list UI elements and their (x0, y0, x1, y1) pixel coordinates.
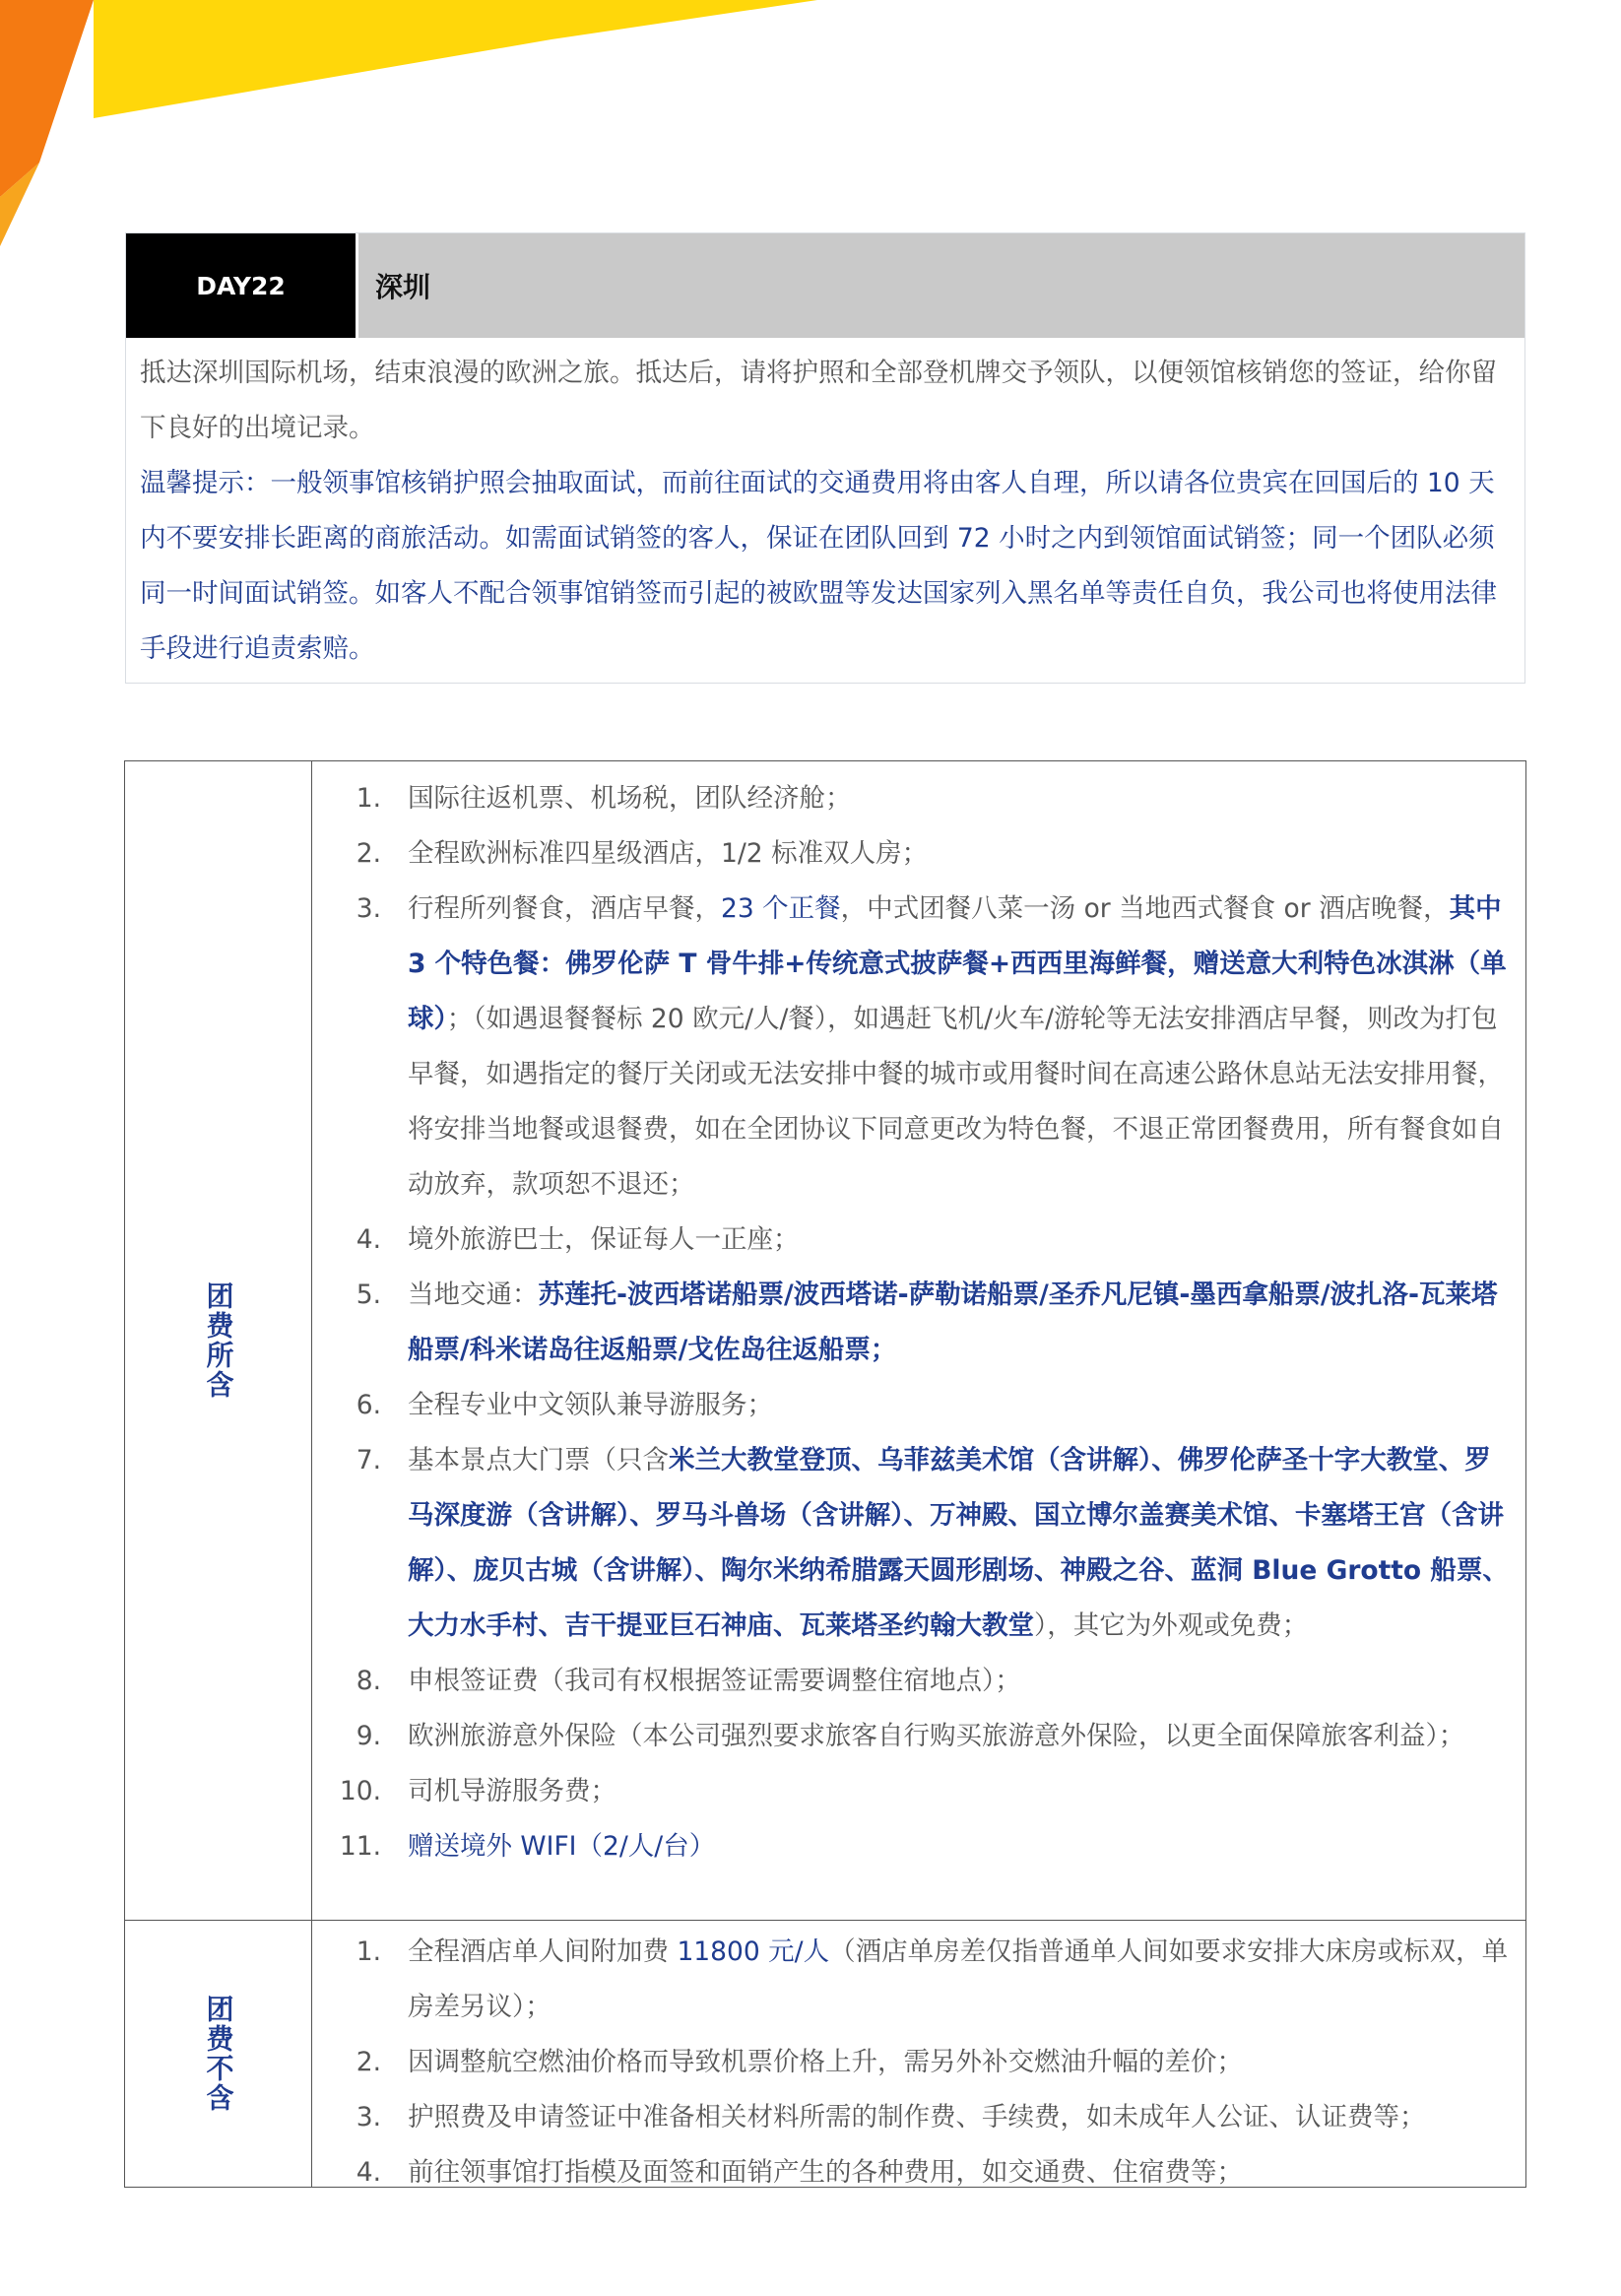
item-number: 10. (339, 1776, 381, 1806)
list-item (312, 1268, 1514, 1378)
day-description: 抵达深圳国际机场，结束浪漫的欧洲之旅。抵达后，请将护照和全部登机牌交予领队，以便领馆核销您的签证，给你留下良好的出境记录。 (140, 358, 1497, 443)
item-text-part: 基本景点大门票（只含 (408, 1445, 669, 1476)
list-item (312, 826, 1514, 882)
included-label-cell (125, 761, 312, 1920)
list-item (312, 2035, 1514, 2090)
list-item (312, 1654, 1514, 1709)
item-text (408, 1925, 1514, 2035)
list-item (312, 882, 1514, 1213)
item-text-part: 其中 3 个特色餐：佛罗伦萨 T 骨牛排+传统意式披萨餐+西西里海鲜餐，赠送意大利特色冰淇淋（单球） (408, 893, 1507, 1034)
item-text (408, 1819, 1514, 1874)
item-number: 2. (356, 838, 381, 869)
yellow-stripe (94, 0, 817, 118)
item-text (408, 1378, 1514, 1433)
day-body (126, 338, 1524, 683)
list-item (312, 771, 1514, 826)
day-label: DAY22 (126, 233, 356, 338)
excluded-row (125, 1920, 1525, 2187)
item-text-part: 境外旅游巴士，保证每人一正座； (408, 1224, 800, 1255)
item-text (408, 1764, 1514, 1819)
corner-decoration (0, 0, 817, 256)
orange-shape (0, 0, 94, 197)
item-number: 8. (356, 1666, 381, 1696)
item-text (408, 1268, 1514, 1378)
day-title: 深圳 (356, 233, 1524, 338)
item-text-part: 11800 元/人 (677, 1936, 830, 1967)
item-text-part: ；（如遇退餐餐标 20 欧元/人/餐），如遇赶飞机/火车/游轮等无法安排酒店早餐，则改为打包早餐，如遇指定的餐厅关闭或无法安排中餐的城市或用餐时间在高速公路休息站无法安排用餐，将安排当地餐或退餐费，如在全团协议下同意更改为特色餐，不退正常团餐费用，所有餐食如自动放弃，款项恕不退还； (408, 1004, 1504, 1200)
item-text (408, 771, 1514, 826)
day-tip: 温馨提示：一般领事馆核销护照会抽取面试，而前往面试的交通费用将由客人自理，所以请各位贵宾在回国后的 10 天内不要安排长距离的商旅活动。如需面试销签的客人，保证在团队回到 72 小时之内到领馆面试销签；同一个团队必须同一时间面试销签。如客人不配合领事馆销签而引起的被欧盟等发达国家列入黑名单等责任自负，我公司也将使用法律手段进行追责索赔。 (140, 468, 1497, 664)
item-text-part: 国际往返机票、机场税，团队经济舱； (408, 783, 852, 814)
item-number: 3. (356, 2102, 381, 2132)
item-text-part: 全程专业中文领队兼导游服务； (408, 1390, 773, 1420)
item-text-part: ），其它为外观或免费； (1034, 1610, 1309, 1641)
item-text-part: （酒店单房差仅指普通单人间如要求安排大床房或标双，单房差另议）； (408, 1936, 1509, 2022)
item-text-part: 申根签证费（我司有权根据签证需要调整住宿地点）； (408, 1666, 1021, 1696)
item-text-part: 米兰大教堂登顶、乌菲兹美术馆（含讲解）、佛罗伦萨圣十字大教堂、罗马深度游（含讲解）、罗马斗兽场（含讲解）、万神殿、国立博尔盖赛美术馆、卡塞塔王宫（含讲解）、庞贝古城（含讲解）、陶尔米纳希腊露天圆形剧场、神殿之谷、蓝洞 Blue Grotto 船票、大力水手村、吉干提亚巨石神庙、瓦莱塔圣约翰大教堂 (408, 1445, 1509, 1641)
item-text-part: 全程欧洲标准四星级酒店，1/2 标准双人房； (408, 838, 929, 869)
item-text (408, 1433, 1514, 1654)
list-item (312, 1433, 1514, 1654)
included-list (312, 761, 1525, 1920)
item-text (408, 2090, 1514, 2145)
item-number: 1. (356, 1936, 381, 1967)
item-number: 1. (356, 783, 381, 814)
item-text (408, 1709, 1514, 1764)
list-item (312, 2090, 1514, 2145)
item-number: 5. (356, 1279, 381, 1310)
list-item (312, 1819, 1514, 1874)
item-number: 2. (356, 2047, 381, 2077)
item-text (408, 1654, 1514, 1709)
excluded-label-cell (125, 1920, 312, 2187)
item-text-part: 行程所列餐食，酒店早餐， (408, 893, 721, 924)
included-row (125, 761, 1525, 1921)
list-item (312, 1213, 1514, 1268)
item-text-part: 护照费及申请签证中准备相关材料所需的制作费、手续费，如未成年人公证、认证费等； (408, 2102, 1426, 2132)
item-text (408, 826, 1514, 882)
item-text-part: 赠送境外 WIFI（2/人/台） (408, 1831, 716, 1862)
item-number: 9. (356, 1721, 381, 1751)
list-item (312, 1925, 1514, 2035)
item-text-part: 前往领事馆打指模及面签和面销产生的各种费用，如交通费、住宿费等； (408, 2157, 1243, 2188)
item-text-part: 司机导游服务费； (408, 1776, 616, 1806)
list-item (312, 2145, 1514, 2200)
item-number: 4. (356, 2157, 381, 2188)
item-number: 4. (356, 1224, 381, 1255)
item-number: 3. (356, 893, 381, 924)
fee-table (124, 760, 1526, 2188)
item-text (408, 2145, 1514, 2200)
item-number: 11. (339, 1831, 381, 1862)
item-text-part: ，中式团餐八菜一汤 or 当地西式餐食 or 酒店晚餐， (840, 893, 1450, 924)
list-item (312, 1378, 1514, 1433)
item-text-part: 苏莲托-波西塔诺船票/波西塔诺-萨勒诺船票/圣乔凡尼镇-墨西拿船票/波扎洛-瓦莱塔船票/科米诺岛往返船票/戈佐岛往返船票； (408, 1279, 1498, 1365)
item-text-part: 因调整航空燃油价格而导致机票价格上升，需另外补交燃油升幅的差价； (408, 2047, 1243, 2077)
item-text-part: 全程酒店单人间附加费 (408, 1936, 678, 1967)
item-text-part: 23 个正餐 (721, 893, 841, 924)
item-text-part: 欧洲旅游意外保险（本公司强烈要求旅客自行购买旅游意外保险，以更全面保障旅客利益）； (408, 1721, 1465, 1751)
item-text-part: 当地交通： (408, 1279, 539, 1310)
excluded-label: 团费不含 (202, 1994, 235, 2113)
excluded-list (312, 1920, 1525, 2187)
list-item (312, 1709, 1514, 1764)
list-item (312, 1764, 1514, 1819)
included-label: 团费所含 (202, 1281, 235, 1400)
item-number: 6. (356, 1390, 381, 1420)
item-text (408, 1213, 1514, 1268)
item-number: 7. (356, 1445, 381, 1476)
item-text (408, 2035, 1514, 2090)
day-header (126, 233, 1524, 338)
item-text (408, 882, 1514, 1213)
day-section (125, 232, 1525, 684)
